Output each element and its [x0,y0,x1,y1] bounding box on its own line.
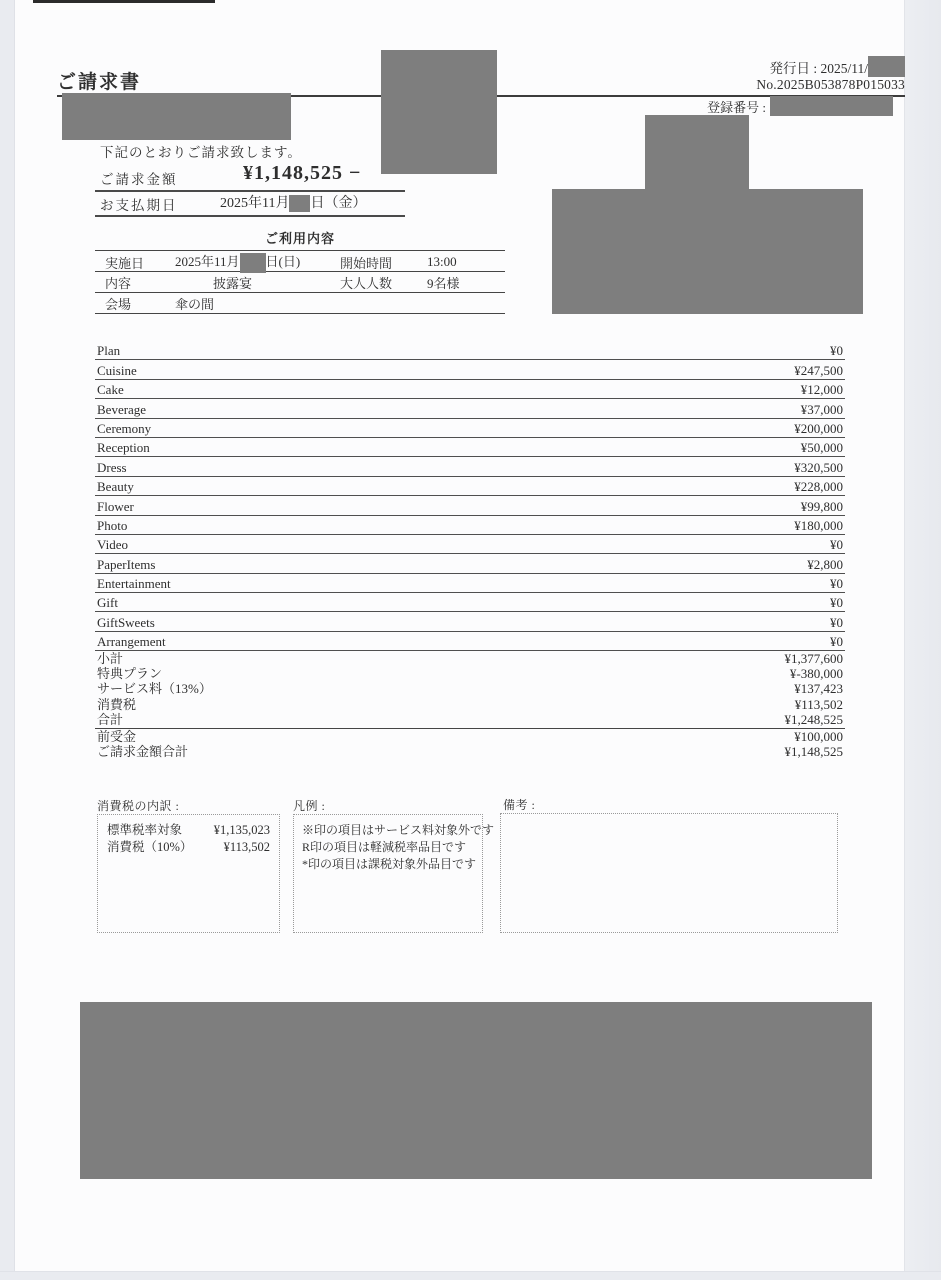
charge-item-row [95,438,845,457]
due-date-label: お支払期日 [100,198,178,213]
charge-item-row-label: Dress [97,459,127,475]
usage-table [95,228,505,314]
issue-date-label: 発行日 : 2025/11/ [769,60,868,76]
charge-summary-row-amount: ¥113,502 [794,696,843,712]
usage-label-content: 内容 [105,275,132,291]
usage-value-adults: 9名様 [427,275,460,291]
billing-amount-value: ¥1,148,525 − [243,162,362,184]
charge-summary-row-amount: ¥-380,000 [789,666,843,682]
usage-label-venue: 会場 [105,296,132,312]
charge-summary-row-label: 消費税 [97,696,137,712]
scan-edge-bottom [0,1271,941,1280]
page-title: ご請求書 [57,72,142,93]
registration-label: 登録番号 : [707,99,766,115]
tax-row-consumption [107,839,270,856]
charge-summary-row [95,697,845,712]
charge-summary-row-amount: ¥1,148,525 [784,743,843,759]
charge-item-row [95,593,845,612]
redaction-logo [381,50,497,174]
charge-item-row-amount: ¥228,000 [794,479,843,495]
charge-summary-row-label: ご請求金額合計 [97,743,189,759]
usage-date-prefix: 2025年11月 [175,254,240,269]
charge-item-row-amount: ¥0 [830,576,843,592]
tax-breakdown-label: 消費税の内訳 : [97,799,180,813]
charges-table [95,341,845,760]
charge-item-row-amount: ¥99,800 [800,498,843,514]
usage-table-title: ご利用内容 [95,228,505,251]
charge-item-row-label: Beauty [97,479,134,495]
charge-summary-row-amount: ¥1,248,525 [784,712,843,728]
remarks-box [500,813,838,933]
due-date-prefix: 2025年11月 [220,196,290,211]
charge-item-row [95,477,845,496]
issue-date-line [769,56,905,77]
charge-item-row-amount: ¥320,500 [794,459,843,475]
charge-summary-row-amount: ¥1,377,600 [784,650,843,666]
usage-row-content [95,272,505,293]
scan-edge-left [0,0,15,1280]
scan-edge-right [904,0,941,1280]
usage-row-date [95,251,505,272]
charge-item-row-label: PaperItems [97,556,156,572]
charge-item-row-label: Ceremony [97,420,152,436]
charge-item-row-amount: ¥247,500 [794,362,843,378]
usage-label-start-time: 開始時間 [340,255,393,271]
usage-label-adults: 大人人数 [340,275,393,291]
due-date-underline [95,215,405,217]
redaction-footer-block [80,1002,872,1179]
legend-line-reduced-tax: R印の項目は軽減税率品目です [302,840,467,854]
charge-summary-row-label: サービス料（13%） [97,681,212,697]
charge-item-row-label: Plan [97,343,121,359]
charge-item-row-amount: ¥12,000 [800,382,843,398]
charge-summary-row-label: 特典プラン [97,666,163,682]
redaction-due-day [289,195,310,212]
charge-item-row-label: Cake [97,382,124,398]
usage-row-venue [95,293,505,314]
usage-date-suffix: 日(日) [265,254,301,269]
charge-item-row-label: Cuisine [97,362,137,378]
charge-item-row-amount: ¥200,000 [794,420,843,436]
charge-summary-row-label: 合計 [97,712,124,728]
charge-item-row-amount: ¥0 [830,537,843,553]
document-number: No.2025B053878P015033 [756,77,905,92]
charge-item-row-amount: ¥0 [830,343,843,359]
tax-standard-amount: ¥1,135,023 [213,823,270,837]
charge-item-row [95,574,845,593]
intro-text: 下記のとおりご請求致します。 [100,145,302,160]
charge-summary-row-label: 小計 [97,650,124,666]
charge-summary-row [95,729,845,744]
charge-item-row-amount: ¥50,000 [800,440,843,456]
usage-value-venue: 傘の間 [175,296,215,312]
charge-item-row-label: Arrangement [97,634,166,650]
redaction-issuer-address [552,189,863,314]
charge-summary-row [95,682,845,697]
charge-item-row [95,360,845,379]
charge-item-row [95,535,845,554]
due-date-value [220,192,366,212]
redaction-registration-number [770,96,893,116]
redaction-issue-day [868,56,905,77]
charge-item-row [95,554,845,573]
tax-row-standard [107,822,270,839]
tax-breakdown-box [97,814,280,933]
due-date-suffix: 日（金） [310,196,367,211]
registration-line [707,96,893,116]
charge-item-row-amount: ¥2,800 [807,556,843,572]
charge-item-row [95,516,845,535]
tax-consumption-amount: ¥113,502 [223,840,270,854]
charge-item-row-label: GiftSweets [97,614,155,630]
charge-item-row [95,632,845,651]
redaction-issuer-upper [645,115,749,189]
redaction-event-day [240,253,266,273]
charge-item-row-label: Entertainment [97,576,171,592]
charge-item-row-label: Video [97,537,128,553]
charge-summary-row [95,651,845,666]
charge-summary-row [95,745,845,760]
legend-line-service: ※印の項目はサービス料対象外です [302,823,495,837]
usage-value-content: 披露宴 [213,275,253,291]
charge-item-row [95,399,845,418]
charge-item-row-amount: ¥37,000 [800,401,843,417]
scan-artifact-line [33,0,215,3]
charge-item-row [95,612,845,631]
billing-amount-label: ご請求金額 [100,172,178,187]
charge-item-row-amount: ¥0 [830,614,843,630]
legend-label: 凡例 : [293,799,326,813]
charge-item-row [95,380,845,399]
charge-summary-row-amount: ¥100,000 [794,728,843,744]
legend-line-nontaxable: *印の項目は課税対象外品目です [302,857,477,871]
redaction-recipient-name [62,93,291,140]
charge-summary-row [95,713,845,729]
tax-consumption-label: 消費税（10%） [107,840,193,854]
charge-item-row-label: Reception [97,440,150,456]
charge-summary-row-amount: ¥137,423 [794,681,843,697]
legend-box [293,814,495,933]
charge-item-row-amount: ¥180,000 [794,517,843,533]
charge-item-row-amount: ¥0 [830,634,843,650]
usage-value-date [175,251,340,273]
remarks-label: 備考 : [503,798,536,812]
charge-item-row-label: Beverage [97,401,147,417]
charge-summary-row-label: 前受金 [97,728,137,744]
charge-item-row-label: Gift [97,595,118,611]
charge-item-row-label: Photo [97,517,128,533]
charge-item-row [95,496,845,515]
charge-item-row-amount: ¥0 [830,595,843,611]
charge-item-row [95,457,845,476]
charge-item-row-label: Flower [97,498,134,514]
usage-value-start-time: 13:00 [427,254,457,269]
charge-item-row [95,419,845,438]
tax-standard-label: 標準税率対象 [107,823,183,837]
charge-item-row [95,341,845,360]
usage-label-date: 実施日 [105,255,145,271]
